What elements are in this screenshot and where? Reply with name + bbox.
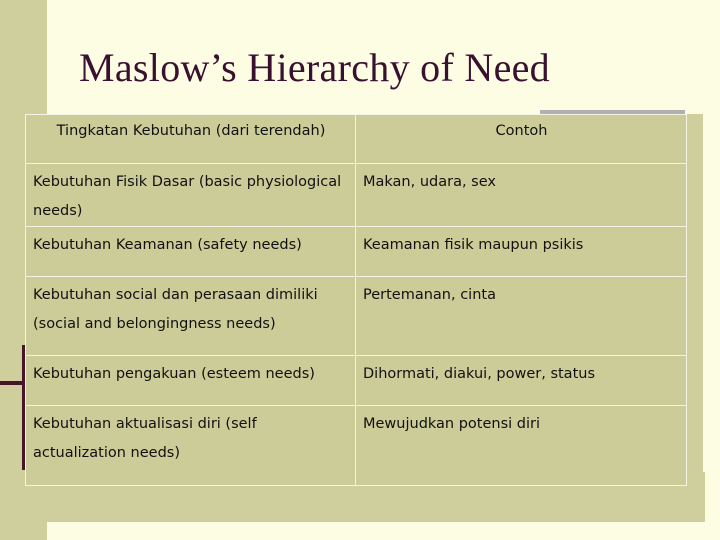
- header-level: Tingkatan Kebutuhan (dari terendah): [26, 115, 356, 164]
- slide-title: Maslow’s Hierarchy of Need: [79, 45, 550, 90]
- accent-horizontal-line: [0, 381, 26, 385]
- table-row: [26, 356, 687, 406]
- table-row: [26, 164, 687, 227]
- need-level-cell: Kebutuhan Fisik Dasar (basic physiological needs): [26, 164, 356, 227]
- right-decor-edge: [685, 114, 703, 472]
- need-level-cell: Kebutuhan Keamanan (safety needs): [26, 227, 356, 277]
- table-header-row: [26, 115, 687, 164]
- table-row: [26, 277, 687, 356]
- need-level-cell: Kebutuhan social dan perasaan dimiliki (social and belongingness needs): [26, 277, 356, 356]
- example-cell: Pertemanan, cinta: [356, 277, 687, 356]
- table-row: [26, 406, 687, 486]
- example-cell: Mewujudkan potensi diri: [356, 406, 687, 486]
- table-row: [26, 227, 687, 277]
- example-cell: Dihormati, diakui, power, status: [356, 356, 687, 406]
- example-cell: Makan, udara, sex: [356, 164, 687, 227]
- needs-table: [25, 114, 687, 486]
- need-level-cell: Kebutuhan pengakuan (esteem needs): [26, 356, 356, 406]
- example-cell: Keamanan fisik maupun psikis: [356, 227, 687, 277]
- need-level-cell: Kebutuhan aktualisasi diri (self actualization needs): [26, 406, 356, 486]
- header-example: Contoh: [356, 115, 687, 164]
